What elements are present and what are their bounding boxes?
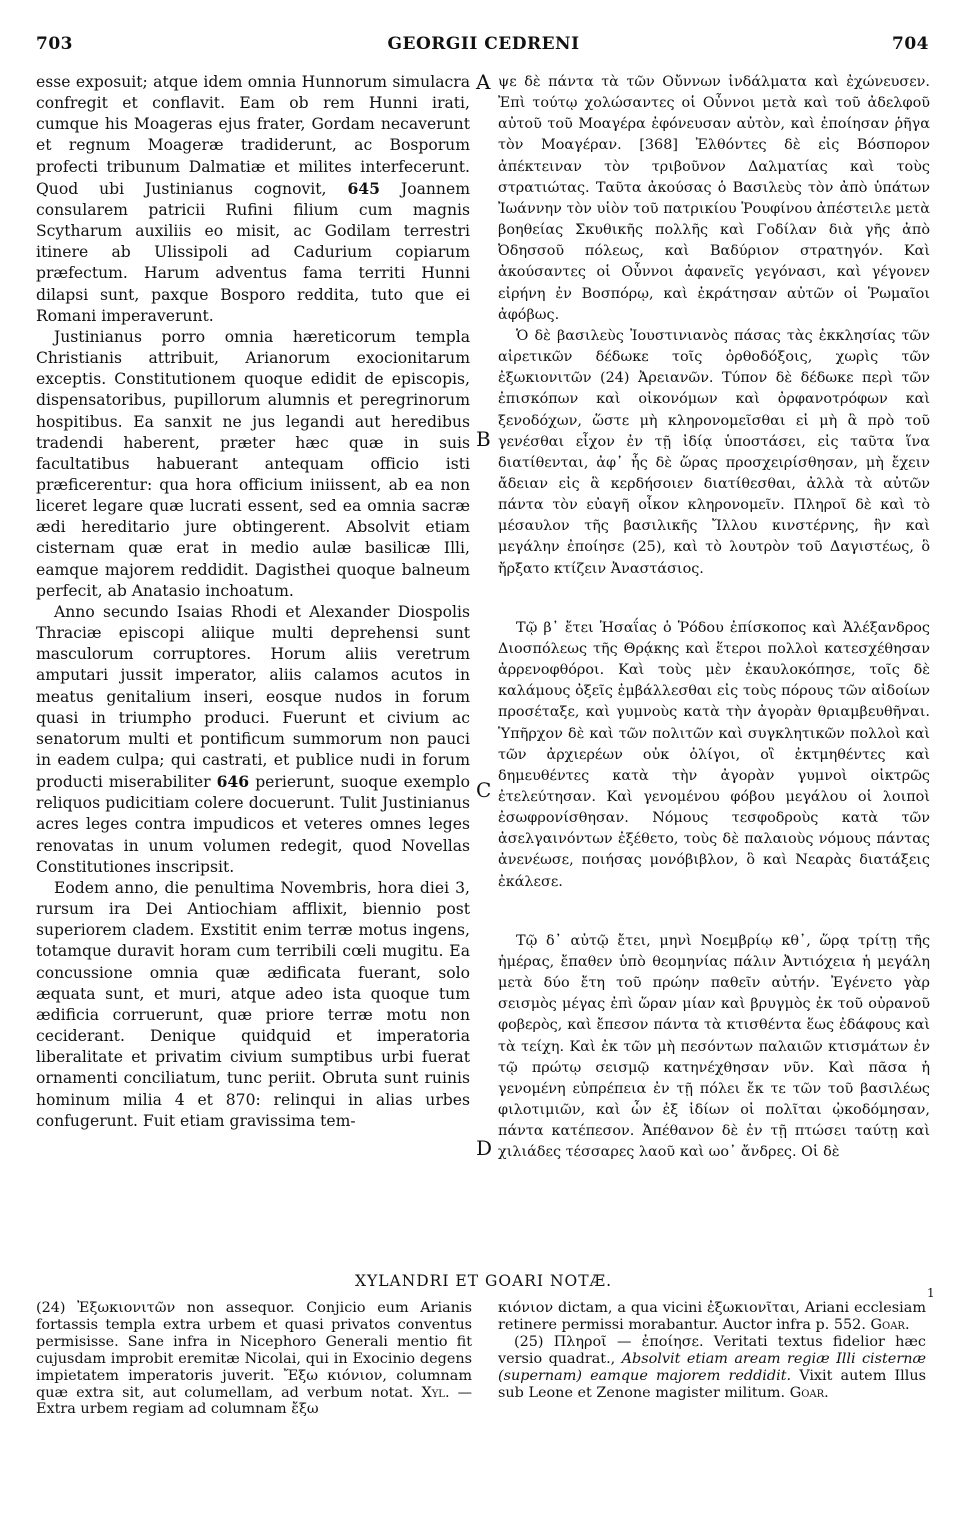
greek-paragraph-4: Τῷ δ᾽ αὐτῷ ἔτει, μηνὶ Νοεμβρίῳ κθ᾽, ὥρᾳ τρίτῃ τῆς ἡμέρας, ἔπαθεν ὑπὸ θεομηνίας πάλιν Ἀντιόχεια ἡ μεγάλη μετὰ δύο ἔτη τοῦ πρώην παθεῖν αὐτήν. Ἐγένετο γὰρ σεισμὸς μέγας ἐπὶ ὥραν μίαν καὶ βρυγμὸς ἐκ τοῦ οὐρανοῦ φοβερὸς, καὶ ἔπεσον πάντα τὰ κτισθέντα ἕως ἐδάφους καὶ τὰ τείχη. Καὶ ἐκ τῶν μὴ πεσόντων παλαιῶν κτισμάτων ἐν τῷ πρώτῳ σεισμῷ κατηνέχθησαν νῦν. Καὶ πᾶσα ἡ γενομένη εὐπρέπεια ἐν τῇ πόλει ἔκ τε τῶν τοῦ βασιλέως φιλοτιμιῶν, καὶ ὧν ἐξ ἰδίων οἱ πολῖται ᾠκοδόμησαν, πάντα κατέπεσον. Ἀπέθανον δὲ ἐν τῇ πτώσει ταύτῃ καὶ χιλιάδες τέσσαρες λαοῦ καὶ ωο᾽ ἄνδρες. Οἱ δὲ [498,932,930,1161]
note-text: — Extra urbem regiam ad columnam ἔξω [36,1384,472,1418]
note-text: (25) Πληροῖ — ἐποίησε. Veritati textus fidelior hæc versio quadrat., [498,1333,926,1367]
note-24 [36,1300,472,1418]
note-text: κιόνιον dictam, a qua vicini ἐξωκιονῖται, Ariani ecclesiam retinere permissi morabantur. Auctor infra p. 552. [498,1300,926,1333]
latin-paragraph-3 [36,602,470,878]
column-number-645: 645 [347,178,381,198]
running-header [0,34,967,60]
note-25 [498,1334,926,1402]
greek-paragraph-3: Τῷ β᾽ ἔτει Ἡσαΐας ὁ Ῥόδου ἐπίσκοπος καὶ Ἀλέξανδρος Διοσπόλεως τῆς Θρᾴκης καὶ ἕτεροι πολλοὶ κατεσχέθησαν ἀρρενοφθόροι. Καὶ τοὺς μὲν ἐκαυλοκόπησε, τοῖς δὲ καλάμους ὀξεῖς ἐμβάλλεσθαι εἰς τοὺς πόρους τῶν αἰδοίων προσέταξε, καὶ γυμνοὺς κατὰ τὴν ἀγορὰν θριαμβευθῆναι. Ὑπῆρχον δὲ καὶ τῶν πολιτῶν καὶ συγκλητικῶν πολλοὶ καὶ τῶν ἀρχιερέων οὐκ ὀλίγοι, οἳ ἐκτμηθέντες καὶ δημευθέντες κατὰ τὴν ἀγορὰν γυμνοὶ οἰκτρῶς ἐτελεύτησαν. Καὶ γενομένου φόβου μεγάλου οἱ λοιποὶ ἐσωφρονίσθησαν. Νόμους τεσφοδροὺς κατὰ τῶν ἀσελγαινόντων ἐξέθετο, τοὺς δὲ παλαιοὺς νόμους πάντας ἀνενέωσε, ποιήσας μονόβιβλον, ὃ καὶ Νεαρὰς διατάξεις ἐκάλεσε. [498,619,930,890]
greek-column [498,72,930,1164]
footnote-mark: 1 [927,1286,935,1300]
column-number-646: 646 [216,772,250,792]
margin-letter-a: A [476,70,491,94]
margin-letter-d: D [476,1136,493,1160]
note-text: Vixit autem Illus sub Leone et Zenone magister militum. [498,1367,926,1401]
notes-right-column [498,1300,926,1401]
margin-letter-c: C [476,778,492,802]
greek-paragraph-1: ψε δὲ πάντα τὰ τῶν Οὔννων ἰνδάλματα καὶ ἐχώνευσεν. Ἐπὶ τούτῳ χολώσαντες οἱ Οὖννοι μετὰ καὶ τοῦ ἀδελφοῦ αὐτοῦ τοῦ Μοαγέρα ἐφόνευσαν αὐτὸν, καὶ ἐποίησαν ῥῆγα τὸν Μοαγέραν. [368] Ἐλθόντες δὲ εἰς Βόσπορον ἀπέκτειναν τὸν τριβοῦνον Δαλματίας καὶ τοὺς στρατιώτας. Ταῦτα ἀκούσας ὁ Βασιλεὺς τὸν ἀπὸ ὑπάτων Ἰωάννην τὸν υἱὸν τοῦ πατρικίου Ῥουφίνου ἀπέστειλε μετὰ βοηθείας Σκυθικῆς πολλῆς καὶ Γοδίλαν διὰ γῆς ἀπὸ Ὀδησσοῦ πόλεως, καὶ Βαδύριον στρατηγόν. Καὶ ἀκούσαντες οἱ Οὖννοι ἀφανεῖς γεγόνασι, καὶ γέγονεν εἰρήνη ἐν Βοσπόρῳ, καὶ ἐκράτησαν αὐτῶν οἱ Ῥωμαῖοι ἀφόβως. [498,74,930,323]
latin-paragraph-4: Eodem anno, die penultima Novembris, hora diei 3, rursum ira Dei Antiochiam afflixit, biennio post superiorem cladem. Exstitit enim terræ motus ingens, totamque duravit horam cum terribili cœli mugitu. Ea concussione omnia quæ ædificata fuerant, solo æquata sunt, et muri, atque adeo ista quoque tum ædificia corruerunt, quæ priore terræ motu non ceciderant. Denique quidquid et imperatoria liberalitate et privatim civium sumptibus urbi fuerat ornamenti conciliatum, tunc periit. Obruta sunt ruinis hominum milia 4 et 870: relinqui in alias urbes confugerunt. Fuit etiam gravissima tem- [36,878,470,1130]
latin-text: Anno secundo Isaias Rhodi et Alexander Diospolis Thraciæ episcopi aliique multi deprehensi sunt masculorum corruptores. Horum aliis veretrum amputari jussit imperator, aliis calamos acutos in meatus genitalium inseri, eosque nudos in forum quasi in triumpho produci. Fuerunt et civium ac senatorum multi et pontificum summorum non pauci in eadem culpa; qui castrati, et publice nudi in forum producti miserabiliter [36,602,470,792]
latin-column [36,72,470,1132]
latin-paragraph-1 [36,72,470,327]
latin-text: Joannem consularem patricii Rufini filium cum magnis Scytharum auxiliis eo misit, ac Godilam terrestri itinere ab Ulissipoli ad Cadurium copiarum præfectum. Harum adventus fama territi Hunni dilapsi sunt, paxque Bosporo reddita, tuto que ei Romani imperaverunt. [36,179,470,325]
note-24-continued [498,1300,926,1334]
latin-text: perierunt, suoque exemplo reliquos pudicitiam colere docuerunt. Tulit Justinianus acres leges contra impudicos et veteres omnes leges renovatas in unum volumen redegit, quod Novellas Constitutiones inscripsit. [36,773,470,876]
note-text: (24) Ἐξωκιονιτῶν non assequor. Conjicio eum Arianis fortassis templa extra urbem et quasi privatos conventus permisisse. Sane infra in Nicephoro Generali mentio fit cujusdam improbit eremitæ Nicolai, qui in Exocinio degens impietatem imperatoris juverit. Ἔξω κιόνιον, columnam quæ extra sit, aut columellam, ad verbum notat. [36,1300,472,1401]
margin-letter-b: B [476,427,491,451]
note-signature: Goar. [789,1384,829,1401]
note-italic-text: Absolvit etiam aream regiæ Illi cisternæ (supernam) eamque majorem reddidit. [498,1350,926,1384]
greek-paragraph-2: Ὁ δὲ βασιλεὺς Ἰουστινιανὸς πάσας τὰς ἐκκλησίας τῶν αἱρετικῶν δέδωκε τοῖς ὀρθοδόξοις, χωρὶς τῶν ἐξωκιονιτῶν (24) Ἀρειανῶν. Τύπον δὲ δέδωκε περὶ τῶν ἐπισκόπων καὶ οἰκονόμων καὶ ὀρφανοτρόφων καὶ ξενοδόχων, ὥστε μὴ κληρονομεῖσθαι εἰ μὴ ἃ πρὸ τοῦ γενέσθαι εἶχον ἐν τῇ ἰδίᾳ ὑποστάσει, εἰς ταῦτα ἵνα διατίθενται, ἀφ᾽ ἧς δὲ ὥρας προσχειρίσθησαν, μὴ ἔχειν ἄδειαν εἰς ἃ κερδήσοιεν διατίθεσθαι, ἀλλὰ τὰ αὐτῶν πάντα τὸν εὐαγῆ οἶκον κληρονομεῖν. Πληροῖ δὲ καὶ τὸ μέσαυλον τῆς βασιλικῆς Ἴλλου κινστέρνης, ἣν καὶ μεγάλην ἐποίησε (25), καὶ τὸ λουτρὸν τοῦ Δαγιστέως, ὃ ἤρξατο κτίζειν Ἀναστάσιος. [498,327,930,577]
notes-heading: XYLANDRI ET GOARI NOTÆ. [354,1272,613,1290]
latin-text: esse exposuit; atque idem omnia Hunnorum simulacra confregit et conflavit. Eam ob rem Hunni irati, cumque his Moageras ejus frater, Gordam necaverunt et regnum Moageræ tradiderunt, ac Bosporum profecti tribunum Dalmatiæ et milites interfecerunt. Quod ubi Justinianus cognovit, [36,73,470,198]
note-signature: Goar. [870,1316,910,1333]
running-title: GEORGII CEDRENI [387,34,580,54]
note-signature: Xyl. [421,1384,450,1401]
right-page-number: 704 [892,34,929,54]
latin-paragraph-2: Justinianus porro omnia hæreticorum templa Christianis attribuit, Arianorum exocionitarum exceptis. Constitutionem quoque edidit de episcopis, dispensatoribus, pupillorum alumnis et peregrinorum hospitibus. Ea sanxit ne jus legandi aut heredibus tradendi haberent, præter hæc quæ in suis facultatibus habuerant antequam officio isti præficerentur: qua hora officium iniissent, ab ea non liceret legare quæ lucrati essent, sed ea omnia sacræ ædi hereditario jure obtingerent. Absolvit etiam cisternam quæ erat in medio aulæ basilicæ Illi, eamque majorem reddidit. Dagisthei quoque balneum perfecit, ab Anatasio inchoatum. [36,327,470,600]
left-page-number: 703 [36,34,73,54]
notes-left-column [36,1300,472,1418]
